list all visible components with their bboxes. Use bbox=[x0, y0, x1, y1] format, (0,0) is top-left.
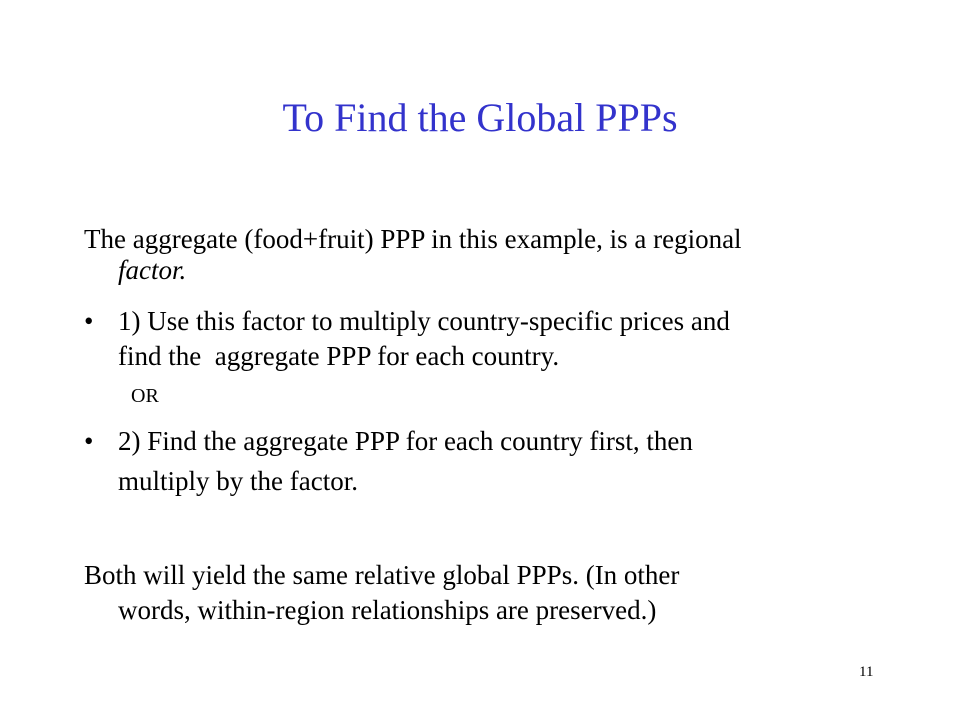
intro-line: The aggregate (food+fruit) PPP in this example, is a regional bbox=[84, 224, 742, 254]
bullet-icon: • bbox=[84, 426, 94, 456]
page-number: 11 bbox=[859, 664, 874, 680]
slide-title: To Find the Global PPPs bbox=[282, 95, 678, 140]
intro-line: factor. bbox=[118, 255, 187, 285]
or-label: OR bbox=[131, 385, 159, 407]
bullet-line: multiply by the factor. bbox=[118, 466, 358, 496]
bullet-line: find the aggregate PPP for each country. bbox=[118, 341, 560, 371]
conclusion-line: words, within-region relationships are preserved.) bbox=[118, 595, 657, 625]
conclusion-line: Both will yield the same relative global PPPs. (In other bbox=[84, 560, 680, 590]
bullet-line: 2) Find the aggregate PPP for each country first, then bbox=[118, 426, 693, 456]
bullet-line: 1) Use this factor to multiply country-specific prices and bbox=[118, 306, 730, 336]
bullet-icon: • bbox=[84, 306, 94, 336]
